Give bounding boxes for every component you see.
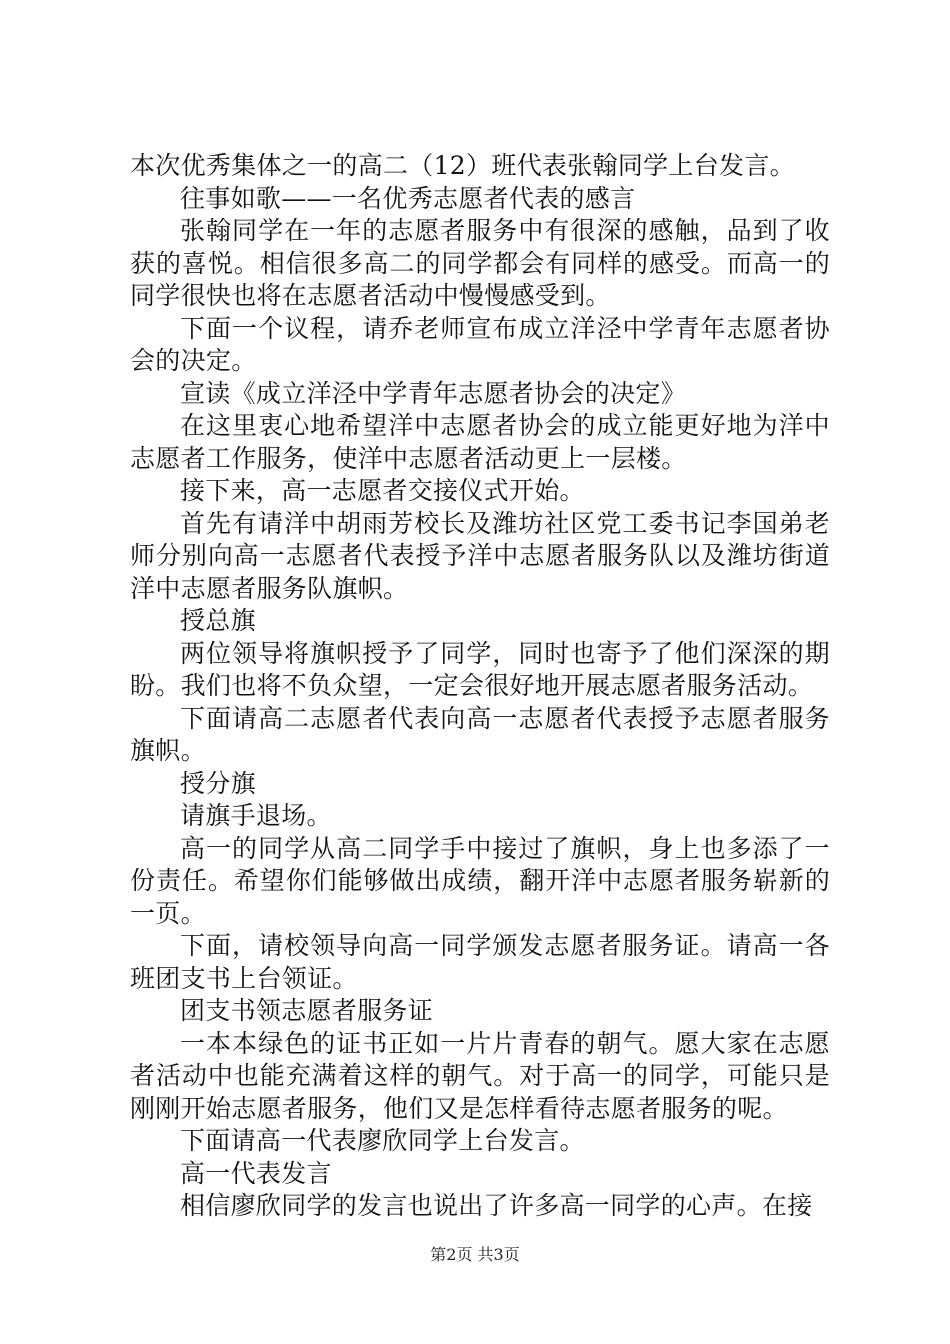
paragraph-18: 下面请高一代表廖欣同学上台发言。 xyxy=(180,1126,585,1155)
paragraph-20: 相信廖欣同学的发言也说出了许多高一同学的心声。在接 xyxy=(180,1191,813,1220)
paragraph-11: 下面请高二志愿者代表向高一志愿者代表授予志愿者服务旗帜。 xyxy=(130,703,830,765)
page-footer xyxy=(0,1245,950,1265)
paragraph-7: 接下来，高一志愿者交接仪式开始。 xyxy=(180,476,585,505)
paragraph-19: 高一代表发言 xyxy=(180,1158,332,1188)
paragraph-10: 两位领导将旗帜授予了同学，同时也寄予了他们深深的期盼。我们也将不负众望，一定会很好地开展志愿者服务活动。 xyxy=(130,638,830,700)
paragraph-13: 请旗手退场。 xyxy=(180,801,332,830)
document-body xyxy=(130,150,830,1223)
paragraph-1: 本次优秀集体之一的高二（12）班代表张翰同学上台发言。 xyxy=(130,151,795,180)
paragraph-14: 高一的同学从高二同学手中接过了旗帜，身上也多添了一份责任。希望你们能够做出成绩，翻开洋中志愿者服务崭新的一页。 xyxy=(130,833,830,928)
paragraph-17: 一本本绿色的证书正如一片片青春的朝气。愿大家在志愿者活动中也能充满着这样的朝气。对于高一的同学，可能只是刚刚开始志愿者服务，他们又是怎样看待志愿者服务的呢。 xyxy=(130,1028,830,1123)
paragraph-12: 授分旗 xyxy=(180,768,256,798)
paragraph-8: 首先有请洋中胡雨芳校长及潍坊社区党工委书记李国弟老师分别向高一志愿者代表授予洋中志愿者服务队以及潍坊街道洋中志愿者服务队旗帜。 xyxy=(130,508,830,603)
paragraph-15: 下面，请校领导向高一同学颁发志愿者服务证。请高一各班团支书上台领证。 xyxy=(130,931,830,993)
page-number-label: 第2页 共3页 xyxy=(430,1245,520,1264)
paragraph-6: 在这里衷心地希望洋中志愿者协会的成立能更好地为洋中志愿者工作服务，使洋中志愿者活动更上一层楼。 xyxy=(130,411,830,473)
paragraph-4: 下面一个议程，请乔老师宣布成立洋泾中学青年志愿者协会的决定。 xyxy=(130,313,830,375)
paragraph-9: 授总旗 xyxy=(180,606,256,635)
paragraph-2: 往事如歌——一名优秀志愿者代表的感言 xyxy=(180,183,636,213)
paragraph-16: 团支书领志愿者服务证 xyxy=(180,996,434,1025)
paragraph-3: 张翰同学在一年的志愿者服务中有很深的感触，品到了收获的喜悦。相信很多高二的同学都会有同样的感受。而高一的同学很快也将在志愿者活动中慢慢感受到。 xyxy=(130,216,830,310)
paragraph-5: 宣读《成立洋泾中学青年志愿者协会的决定》 xyxy=(180,378,687,408)
